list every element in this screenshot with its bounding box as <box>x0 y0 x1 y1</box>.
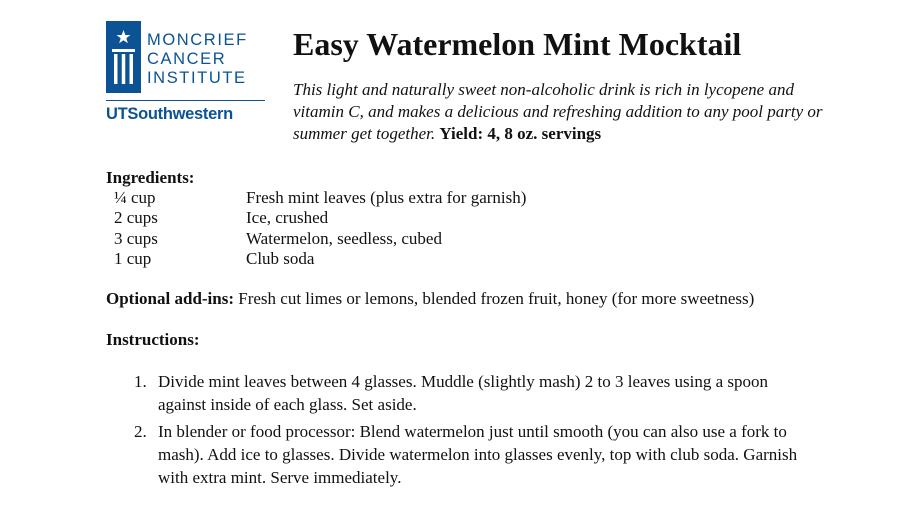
optional-text: Fresh cut limes or lemons, blended frozen fruit, honey (for more sweetness) <box>234 289 755 308</box>
intro-text: This light and naturally sweet non-alcoholic drink is rich in lycopene and vitamin C, and makes a delicious and refreshing addition to any pool party or summer get together. <box>293 80 823 143</box>
ingredient-qty: 3 cups <box>114 229 158 248</box>
ingredient-qty: 1 cup <box>114 249 152 268</box>
step-text: In blender or food processor: Blend watermelon just until smooth (you can also use a fork to mash). Add ice to glasses. Divide watermelon into glasses evenly, top with club soda. Garnish with extra mint. Serve immediately. <box>158 422 798 487</box>
yield-text: Yield: 4, 8 oz. servings <box>439 124 602 143</box>
optional-addins <box>106 289 754 309</box>
step-number: 2. <box>134 422 147 441</box>
step-text: Divide mint leaves between 4 glasses. Muddle (slightly mash) 2 to 3 leaves using a spoon against inside of each glass. Set aside. <box>158 372 769 414</box>
logo-line-3: INSTITUTE <box>147 69 247 87</box>
ingredient-row <box>106 229 626 250</box>
ingredient-item: Watermelon, seedless, cubed <box>246 229 442 248</box>
ingredient-qty: ¼ cup <box>114 188 156 207</box>
ingredient-qty: 2 cups <box>114 208 158 227</box>
page-title: Easy Watermelon Mint Mocktail <box>293 26 742 62</box>
instructions-heading: Instructions: <box>106 330 200 349</box>
ingredient-item: Fresh mint leaves (plus extra for garnish) <box>246 188 527 207</box>
ingredient-item: Ice, crushed <box>246 208 329 227</box>
moncrief-logo <box>106 21 266 127</box>
ingredient-row <box>106 208 626 229</box>
step-number: 1. <box>134 372 147 391</box>
logo-wordmark <box>147 31 248 88</box>
logo-line-2: CANCER <box>147 50 227 68</box>
ingredient-item: Club soda <box>246 249 315 268</box>
ingredient-row <box>106 188 626 209</box>
logo-line-1: MONCRIEF <box>147 31 248 49</box>
logo-divider <box>106 100 265 101</box>
intro-paragraph <box>293 79 833 145</box>
ingredient-row <box>106 249 626 270</box>
logo-subtitle: UTSouthwestern <box>106 105 233 123</box>
ingredients-heading: Ingredients: <box>106 168 195 187</box>
optional-label: Optional add-ins: <box>106 289 235 308</box>
logo-emblem-icon <box>106 21 141 93</box>
